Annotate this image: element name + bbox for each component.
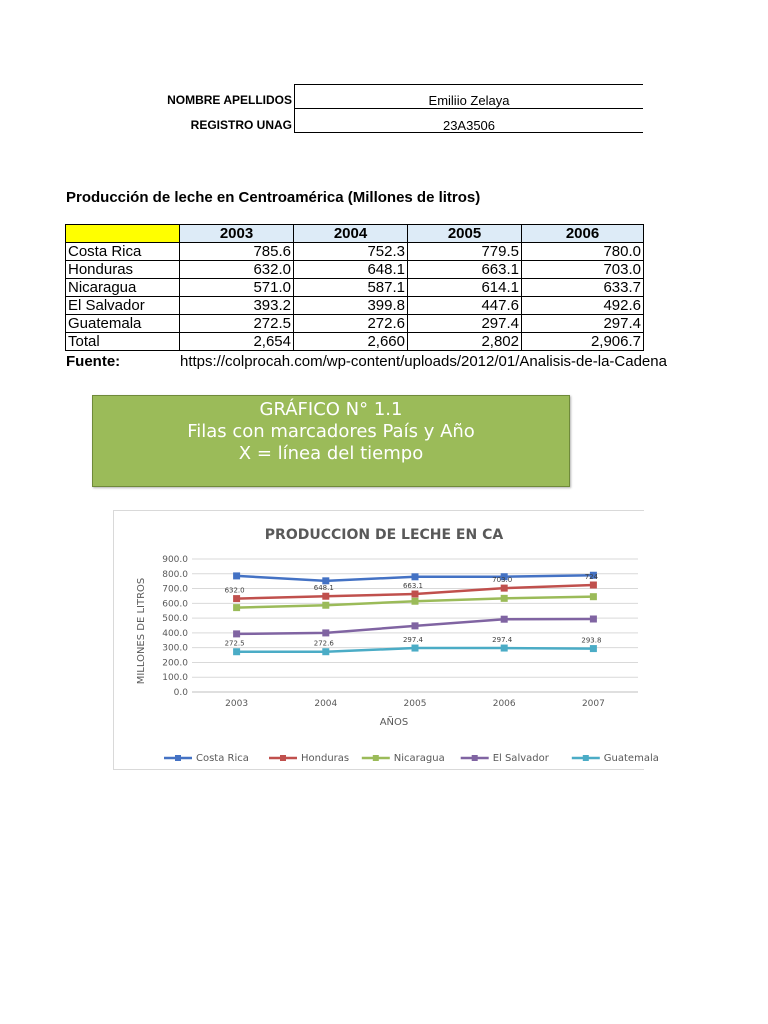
- data-label: 293.8: [581, 636, 602, 645]
- table-row: [66, 297, 644, 315]
- data-point-marker: [501, 645, 507, 651]
- y-tick-label: 0.0: [173, 688, 188, 698]
- column-header[interactable]: 2003: [180, 225, 294, 243]
- data-label: 663.1: [402, 582, 424, 591]
- data-point-marker: [412, 591, 418, 597]
- legend-entry: Honduras: [301, 753, 350, 764]
- value-cell[interactable]: 614.1: [408, 279, 522, 297]
- data-point-marker: [590, 594, 596, 600]
- data-point-marker: [234, 605, 240, 611]
- y-tick-label: 500.0: [162, 614, 188, 625]
- value-cell[interactable]: 703.0: [522, 261, 644, 279]
- legend-entry: Guatemala: [603, 753, 659, 764]
- data-point-marker: [323, 578, 329, 584]
- data-label: 272.5: [224, 639, 245, 648]
- column-header[interactable]: 2006: [522, 225, 644, 243]
- data-label: 297.4: [402, 636, 424, 645]
- data-label: 724: [584, 573, 599, 582]
- y-axis-label: MILLONES DE LITROS: [136, 577, 147, 685]
- column-header[interactable]: 2005: [408, 225, 522, 243]
- value-cell[interactable]: 297.4: [408, 315, 522, 333]
- value-cell[interactable]: 272.5: [180, 315, 294, 333]
- production-table: [65, 224, 644, 351]
- value-cell[interactable]: 2,660: [294, 333, 408, 351]
- source-label: Fuente:: [66, 353, 121, 370]
- data-point-marker: [412, 598, 418, 604]
- data-point-marker: [323, 602, 329, 608]
- registro-label: REGISTRO UNAG: [190, 118, 292, 132]
- value-cell[interactable]: 2,654: [180, 333, 294, 351]
- data-point-marker: [234, 631, 240, 637]
- row-name-cell[interactable]: Guatemala: [66, 315, 180, 333]
- row-name-cell[interactable]: Honduras: [66, 261, 180, 279]
- value-cell[interactable]: 632.0: [180, 261, 294, 279]
- data-point-marker: [412, 574, 418, 580]
- x-tick-label: 2003: [225, 699, 249, 709]
- value-cell[interactable]: 447.6: [408, 297, 522, 315]
- legend-marker: [373, 755, 379, 761]
- data-point-marker: [412, 645, 418, 651]
- value-cell[interactable]: 2,906.7: [522, 333, 644, 351]
- legend-entry: El Salvador: [492, 753, 549, 764]
- value-cell[interactable]: 272.6: [294, 315, 408, 333]
- legend-marker: [280, 755, 286, 761]
- data-point-marker: [234, 649, 240, 655]
- legend-entry: Nicaragua: [393, 753, 445, 764]
- value-cell[interactable]: 2,802: [408, 333, 522, 351]
- y-tick-label: 400.0: [162, 628, 188, 639]
- data-label: 703.0: [492, 576, 513, 585]
- y-tick-label: 200.0: [162, 658, 188, 669]
- row-name-cell[interactable]: Total: [66, 333, 180, 351]
- name-label: NOMBRE APELLIDOS: [167, 93, 292, 107]
- chart-banner[interactable]: [92, 395, 570, 487]
- data-point-marker: [501, 616, 507, 622]
- x-axis-label: AÑOS: [379, 717, 409, 728]
- banner-line-2: Filas con marcadores País y Año: [187, 421, 475, 442]
- y-tick-label: 800.0: [162, 569, 188, 580]
- data-label: 272.6: [313, 639, 334, 648]
- value-cell[interactable]: 571.0: [180, 279, 294, 297]
- value-cell[interactable]: 393.2: [180, 297, 294, 315]
- data-point-marker: [323, 649, 329, 655]
- table-title: Producción de leche en Centroamérica (Millones de litros): [66, 189, 481, 206]
- data-point-marker: [501, 595, 507, 601]
- y-tick-label: 700.0: [162, 584, 188, 595]
- y-tick-label: 100.0: [162, 673, 188, 684]
- header-corner-cell[interactable]: [66, 225, 180, 243]
- registro-value-cell[interactable]: 23A3506: [294, 108, 643, 133]
- name-value-cell[interactable]: Emiliio Zelaya: [294, 84, 643, 109]
- data-point-marker: [234, 596, 240, 602]
- y-tick-label: 900.0: [162, 555, 188, 565]
- row-name-cell[interactable]: Nicaragua: [66, 279, 180, 297]
- data-point-marker: [590, 646, 596, 652]
- data-point-marker: [501, 585, 507, 591]
- value-cell[interactable]: 785.6: [180, 243, 294, 261]
- data-point-marker: [323, 593, 329, 599]
- chart-title: PRODUCCION DE LECHE EN CA: [264, 527, 504, 543]
- value-cell[interactable]: 399.8: [294, 297, 408, 315]
- banner-line-1: GRÁFICO N° 1.1: [259, 399, 403, 420]
- y-tick-label: 300.0: [162, 643, 188, 654]
- value-cell[interactable]: 779.5: [408, 243, 522, 261]
- data-point-marker: [323, 630, 329, 636]
- data-label: 632.0: [224, 586, 245, 595]
- value-cell[interactable]: 752.3: [294, 243, 408, 261]
- y-tick-label: 600.0: [162, 599, 188, 610]
- table-row: [66, 261, 644, 279]
- line-chart: [114, 511, 659, 771]
- x-tick-label: 2004: [314, 699, 338, 709]
- column-header[interactable]: 2004: [294, 225, 408, 243]
- legend-marker: [472, 755, 478, 761]
- source-url[interactable]: https://colprocah.com/wp-content/uploads/2012/01/Analisis-de-la-Cadena: [180, 353, 667, 370]
- table-total-row: [66, 333, 644, 351]
- x-tick-label: 2006: [492, 699, 516, 709]
- data-point-marker: [412, 623, 418, 629]
- chart-area[interactable]: [113, 510, 659, 770]
- legend-marker: [175, 755, 181, 761]
- data-label: 297.4: [492, 636, 513, 645]
- table-row: [66, 279, 644, 297]
- value-cell[interactable]: 648.1: [294, 261, 408, 279]
- value-cell[interactable]: 297.4: [522, 315, 644, 333]
- table-row: [66, 315, 644, 333]
- table-header-row: [66, 225, 644, 243]
- value-cell[interactable]: 492.6: [522, 297, 644, 315]
- legend-entry: Costa Rica: [196, 753, 249, 764]
- x-tick-label: 2005: [403, 699, 427, 709]
- row-name-cell[interactable]: El Salvador: [66, 297, 180, 315]
- legend-marker: [583, 755, 589, 761]
- value-cell[interactable]: 587.1: [294, 279, 408, 297]
- data-point-marker: [590, 616, 596, 622]
- data-point-marker: [234, 573, 240, 579]
- x-tick-label: 2007: [581, 699, 605, 709]
- data-point-marker: [590, 582, 596, 588]
- banner-line-3: X = línea del tiempo: [238, 443, 424, 464]
- value-cell[interactable]: 663.1: [408, 261, 522, 279]
- data-label: 648.1: [313, 584, 334, 593]
- value-cell[interactable]: 633.7: [522, 279, 644, 297]
- row-name-cell[interactable]: Costa Rica: [66, 243, 180, 261]
- table-row: [66, 243, 644, 261]
- value-cell[interactable]: 780.0: [522, 243, 644, 261]
